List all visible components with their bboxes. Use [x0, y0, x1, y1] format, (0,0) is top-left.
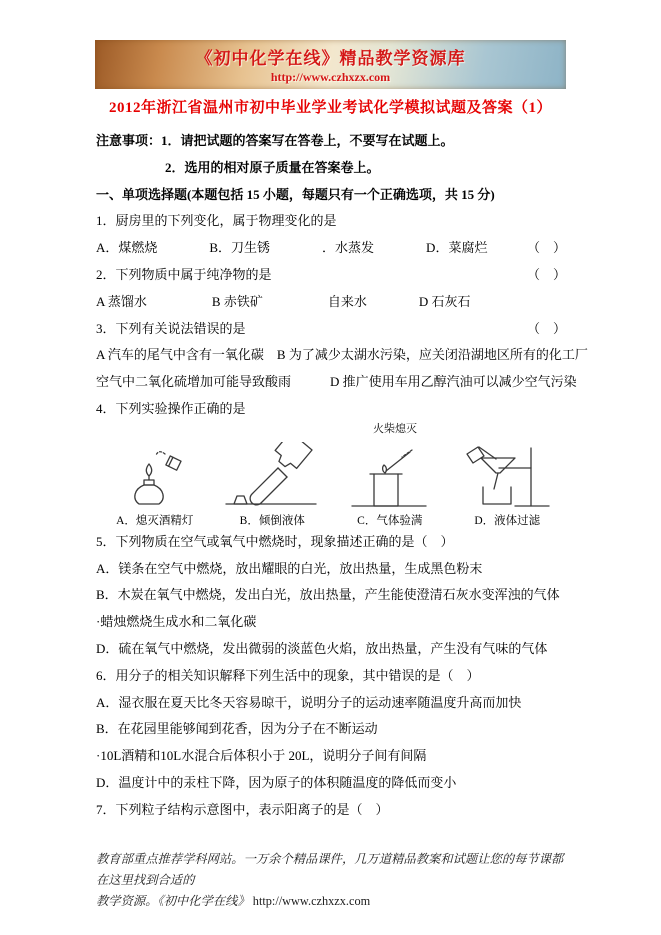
q5-option-c	[96, 609, 566, 636]
notice-text: 2．选用的相对原子质量在答案卷上。	[165, 159, 380, 175]
q4-stem	[96, 396, 566, 423]
q2-options	[96, 289, 566, 316]
footer-url-link[interactable]: http://www.czhxzx.com	[252, 894, 371, 908]
question-text: 1．厨房里的下列变化，属于物理变化的是	[96, 213, 337, 229]
site-banner	[95, 40, 566, 89]
option-text: B．木炭在氧气中燃烧，发出白光，放出热量，产生能使澄清石灰水变浑浊的气体	[96, 587, 560, 603]
answer-paren: （ ）	[526, 266, 566, 282]
question-text: 4．下列实验操作正确的是	[96, 400, 246, 416]
q6-stem	[96, 663, 566, 690]
question-text: 5．下列物质在空气或氧气中燃烧时，现象描述正确的是（ ）	[96, 533, 454, 549]
option-text: ·蜡烛燃烧生成水和二氧化碳	[96, 614, 257, 630]
option-text: B．在花园里能够闻到花香，因为分子在不断运动	[96, 721, 378, 737]
alcohol-lamp-extinguish-icon	[103, 442, 207, 514]
page-footer	[96, 849, 566, 912]
figure-panel-c	[331, 423, 449, 529]
filtration-icon	[455, 442, 559, 514]
question-text: 3．下列有关说法错误的是	[96, 320, 246, 336]
footer-line-1: 教育部重点推荐学科网站。一万余个精品课件，几万道精品教案和试题让您的每节课都在这里找到合适的	[96, 852, 564, 887]
q6-option-c	[96, 743, 566, 770]
figure-panel-a	[96, 423, 214, 529]
figure-panel-d	[449, 423, 567, 529]
q5-option-a	[96, 556, 566, 583]
answer-paren: （ ）	[526, 320, 566, 336]
figure-label-a: A．熄灭酒精灯	[116, 514, 194, 527]
notice-text: 注意事项：1．请把试题的答案写在答卷上，不要写在试题上。	[96, 133, 454, 148]
options-text: A 汽车的尾气中含有一氧化碳 B 为了减少太湖水污染，应关闭沿湖地区所有的化工厂	[96, 347, 588, 363]
page-title: 2012年浙江省温州市初中毕业学业考试化学模拟试题及答案（1）	[108, 100, 552, 116]
footer-line-2	[96, 891, 566, 912]
notice-line-2	[96, 155, 566, 182]
options-text: A 蒸馏水 B 赤铁矿 自来水 D 石灰石	[96, 293, 471, 309]
figure-label-d: D．液体过滤	[474, 514, 541, 527]
q7-stem	[96, 797, 566, 824]
figure-panel-b	[214, 423, 332, 529]
option-text: A．湿衣服在夏天比冬天容易晾干，说明分子的运动速率随温度升高而加快	[96, 694, 522, 710]
footer-text: 教学资源。《初中化学在线》	[96, 894, 250, 908]
q3-options-cd	[96, 369, 577, 396]
question-text: 7．下列粒子结构示意图中，表示阳离子的是（ ）	[96, 801, 389, 817]
q4-figure	[96, 423, 566, 529]
option-text: A．镁条在空气中燃烧，放出耀眼的白光，放出热量，生成黑色粉末	[96, 560, 483, 576]
document-body	[96, 128, 588, 824]
answer-paren: （ ）	[526, 240, 566, 256]
option-text: D．硫在氧气中燃烧，发出微弱的淡蓝色火焰，放出热量，产生没有气味的气体	[96, 640, 548, 656]
banner-title: 《初中化学在线》精品教学资源库	[195, 49, 466, 68]
q6-option-a	[96, 690, 566, 717]
q6-option-d	[96, 770, 566, 797]
gas-test-icon	[338, 442, 442, 514]
options-text: 空气中二氧化硫增加可能导致酸雨 D 推广使用车用乙醇汽油可以减少空气污染	[96, 374, 577, 390]
q3-stem	[96, 316, 566, 343]
options-text: A．煤燃烧 B．刀生锈 ．水蒸发 D．菜腐烂	[96, 240, 488, 256]
option-text: ·10L酒精和10L水混合后体积小于 20L，说明分子间有间隔	[96, 748, 427, 764]
option-text: D．温度计中的汞柱下降，因为原子的体积随温度的降低而变小	[96, 774, 457, 790]
question-text: 2．下列物质中属于纯净物的是	[96, 266, 272, 282]
q2-stem	[96, 262, 566, 289]
q5-option-b	[96, 582, 566, 609]
q1-stem	[96, 208, 566, 235]
section-heading	[96, 182, 566, 209]
notice-line-1	[96, 128, 566, 155]
pouring-liquid-icon	[220, 442, 324, 514]
q6-option-b	[96, 716, 566, 743]
q5-stem	[96, 529, 566, 556]
q3-options-ab	[96, 342, 588, 369]
figure-label-c: C．气体验满	[357, 514, 423, 527]
banner-url-link[interactable]: http://www.czhxzx.com	[270, 70, 391, 84]
figure-callout: 火柴熄灭	[373, 422, 418, 435]
figure-label-b: B．倾倒液体	[239, 514, 305, 527]
section-heading-text: 一、单项选择题(本题包括 15 小题，每题只有一个正确选项，共 15 分)	[96, 186, 495, 202]
q5-option-d	[96, 636, 566, 663]
q1-options	[96, 235, 566, 262]
question-text: 6．用分子的相关知识解释下列生活中的现象，其中错误的是（ ）	[96, 667, 480, 683]
